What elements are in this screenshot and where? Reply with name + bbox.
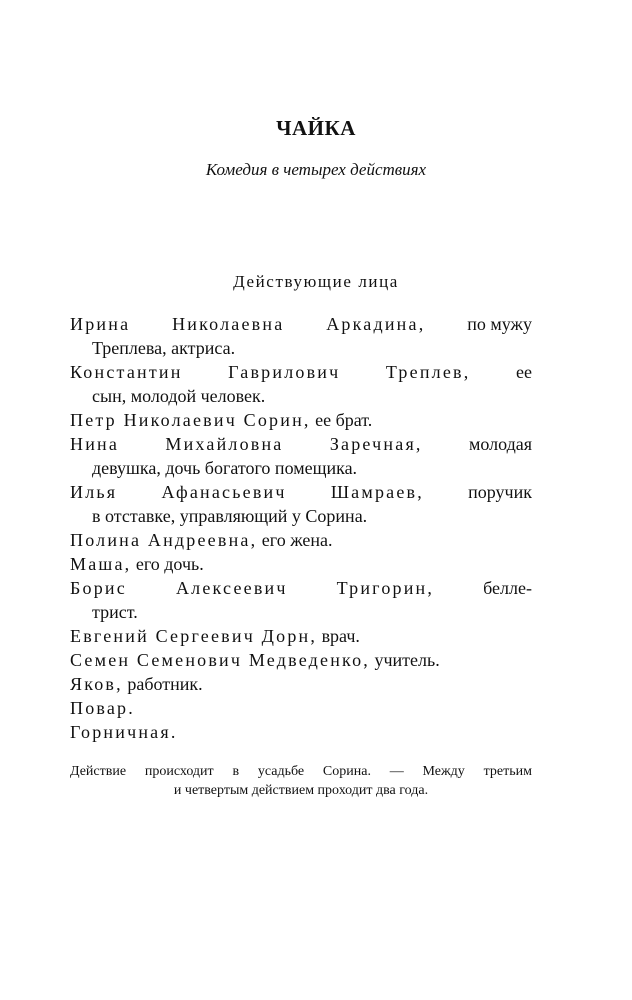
character-desc-word: белле- <box>483 578 532 598</box>
character-desc-word: по мужу <box>467 314 532 334</box>
character-name-word: Михайловна <box>165 434 284 454</box>
character-name: Маша, <box>70 554 132 574</box>
character-name-word: Нина <box>70 434 120 454</box>
cast-entry <box>70 624 532 648</box>
character-name-word: Тригорин, <box>336 578 435 598</box>
character-name: Горничная. <box>70 722 178 742</box>
cast-entry-line <box>70 480 532 504</box>
character-desc-word: молодая <box>468 434 532 454</box>
character-name: Семен Семенович Медведенко, <box>70 650 370 670</box>
note-word: происходит <box>144 764 214 779</box>
cast-entry-line <box>70 576 532 600</box>
cast-entry <box>70 528 532 552</box>
character-desc: работник. <box>122 674 203 694</box>
play-subtitle: Комедия в четырех действиях <box>205 160 427 179</box>
cast-entry <box>70 480 532 528</box>
setting-note <box>70 762 532 800</box>
cast-entry <box>70 360 532 408</box>
cast-entry <box>70 408 532 432</box>
cast-entry-line <box>70 528 532 552</box>
character-name: Евгений Сергеевич Дорн, <box>70 626 318 646</box>
note-word: усадьбе <box>257 764 305 779</box>
cast-entry <box>70 432 532 480</box>
character-name-word: Шамраев, <box>330 482 424 502</box>
character-desc-word: ее <box>515 362 532 382</box>
cast-entry <box>70 552 532 576</box>
cast-entry-line <box>70 672 532 696</box>
character-desc: ее брат. <box>310 410 373 430</box>
character-name-word: Заречная, <box>329 434 423 454</box>
character-name-word: Константин <box>70 362 183 382</box>
character-desc-cont: Треплева, актриса. <box>92 338 236 358</box>
cast-entry-line <box>70 552 532 576</box>
character-desc-cont: сын, молодой человек. <box>92 386 266 406</box>
setting-note-line: и четвертым действием проходит два года. <box>173 783 429 798</box>
cast-entry <box>70 312 532 360</box>
character-name-word: Аркадина, <box>326 314 426 334</box>
character-name: Петр Николаевич Сорин, <box>70 410 311 430</box>
note-word: третьим <box>483 764 532 779</box>
character-name-word: Ирина <box>70 314 131 334</box>
note-word: Действие <box>70 764 127 779</box>
note-word: в <box>232 764 240 779</box>
character-desc: врач. <box>317 626 360 646</box>
note-word: Сорина. <box>322 764 371 779</box>
character-desc-cont: в отставке, управляющий у Сорина. <box>92 506 368 526</box>
cast-entry <box>70 696 532 720</box>
cast-entry-line <box>70 312 532 336</box>
character-name-word: Алексеевич <box>175 578 288 598</box>
cast-entry <box>70 672 532 696</box>
character-desc-cont: трист. <box>92 602 138 622</box>
note-word: Между <box>422 764 465 779</box>
cast-entry-line <box>70 624 532 648</box>
cast-entry-line <box>70 696 532 720</box>
character-name: Повар. <box>70 698 135 718</box>
cast-entry <box>70 720 532 744</box>
cast-entry-line <box>70 720 532 744</box>
cast-heading: Действующие лица <box>233 272 399 291</box>
cast-entry-line <box>70 408 532 432</box>
character-name: Полина Андреевна, <box>70 530 258 550</box>
cast-list <box>70 312 532 744</box>
character-desc: учитель. <box>369 650 440 670</box>
character-desc: его жена. <box>257 530 333 550</box>
character-desc-word: поручик <box>468 482 532 502</box>
cast-entry-line <box>70 360 532 384</box>
cast-entry-line <box>70 432 532 456</box>
play-title: ЧАЙКА <box>276 116 356 140</box>
character-name-word: Треплев, <box>385 362 471 382</box>
setting-note-line <box>70 762 532 781</box>
character-desc-cont: девушка, дочь богатого помещика. <box>92 458 358 478</box>
cast-entry-line <box>70 648 532 672</box>
cast-entry <box>70 648 532 672</box>
character-name-word: Илья <box>70 482 118 502</box>
note-word: — <box>389 764 404 779</box>
character-name-word: Борис <box>70 578 127 598</box>
character-name-word: Гаврилович <box>228 362 341 382</box>
character-name: Яков, <box>70 674 123 694</box>
character-name-word: Николаевна <box>172 314 285 334</box>
cast-entry <box>70 576 532 624</box>
character-name-word: Афанасьевич <box>161 482 287 502</box>
character-desc: его дочь. <box>131 554 204 574</box>
